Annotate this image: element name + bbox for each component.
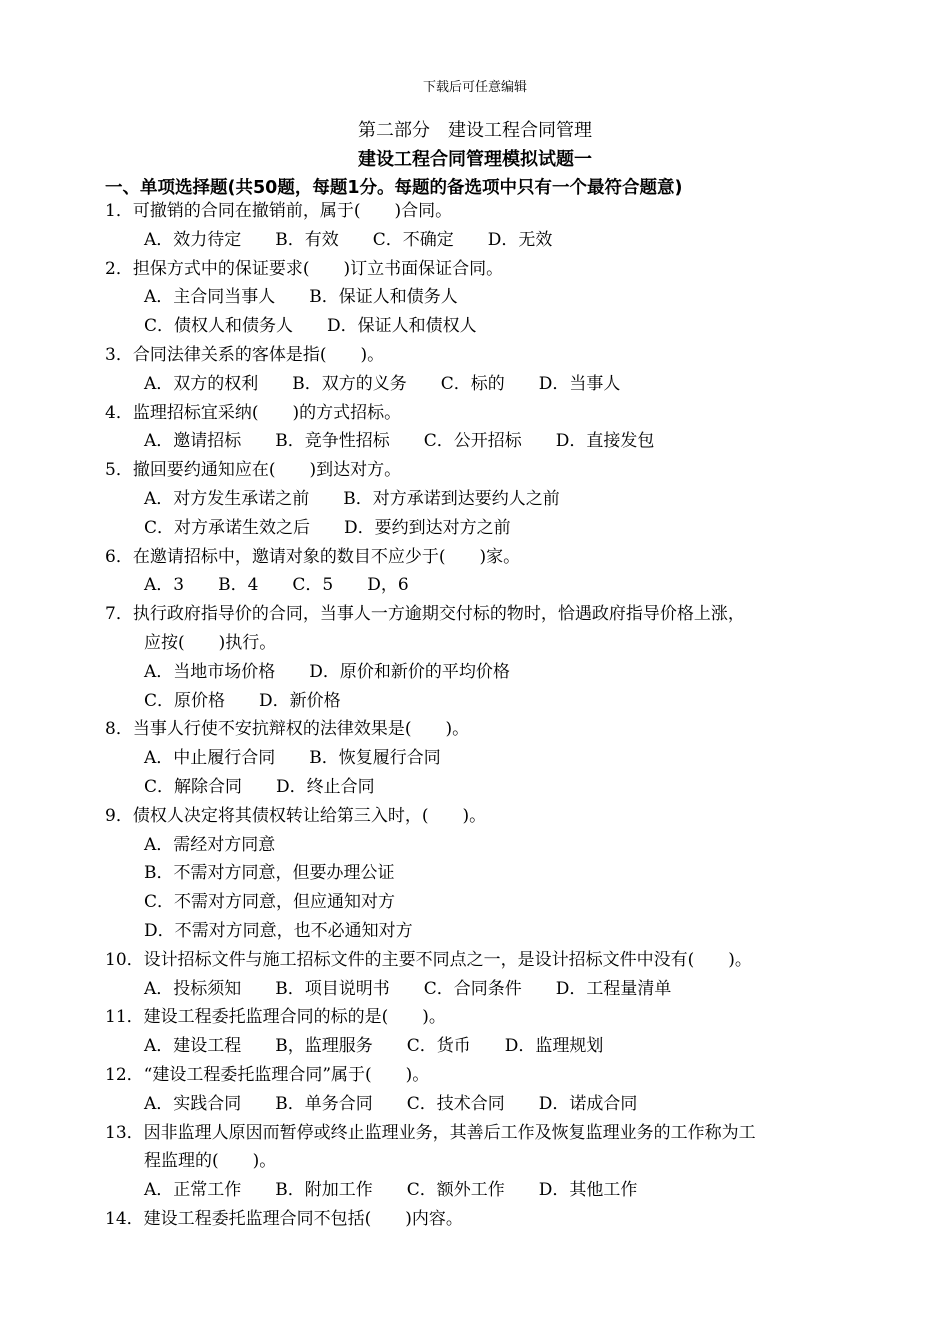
question-line: 7．执行政府指导价的合同，当事人一方逾期交付标的物时，恰遇政府指导价格上涨， (105, 604, 745, 625)
option-line: A．建设工程 B，监理服务 C．货币 D．监理规划 (144, 1036, 604, 1057)
option-line: A．3 B．4 C．5 D，6 (144, 575, 409, 596)
option-line: A．投标须知 B．项目说明书 C．合同条件 D．工程量清单 (144, 978, 672, 999)
option-line: A．当地市场价格 D．原价和新价的平均价格 (144, 661, 510, 682)
header-note: 下载后可任意编辑 (422, 80, 527, 95)
part-title: 第二部分 建设工程合同管理 (358, 120, 592, 141)
question-line: 8．当事人行使不安抗辩权的法律效果是( )。 (105, 719, 470, 740)
option-line: A．对方发生承诺之前 B．对方承诺到达要约人之前 (144, 488, 560, 509)
option-line: C．解除合同 D．终止合同 (144, 776, 375, 797)
option-line: A．效力待定 B．有效 C．不确定 D．无效 (144, 229, 553, 250)
section-heading: 一、单项选择题(共50题，每题1分。每题的备选项中只有一个最符合题意) (105, 178, 683, 198)
question-line: 3．合同法律关系的客体是指( )。 (105, 344, 385, 365)
question-line: 4．监理招标宜采纳( )的方式招标。 (105, 402, 402, 423)
question-continuation: 程监理的( )。 (144, 1151, 277, 1172)
question-line: 5．撤回要约通知应在( )到达对方。 (105, 460, 402, 481)
question-line: 12．“建设工程委托监理合同”属于( )。 (105, 1064, 430, 1085)
question-list (105, 197, 850, 1234)
question-line: 13．因非监理人原因而暂停或终止监理业务，其善后工作及恢复监理业务的工作称为工 (105, 1122, 756, 1143)
question-line: 10．设计招标文件与施工招标文件的主要不同点之一，是设计招标文件中没有( )。 (105, 949, 752, 970)
question-line: 2．担保方式中的保证要求( )订立书面保证合同。 (105, 258, 504, 279)
option-line: D．不需对方同意，也不必通知对方 (144, 920, 413, 941)
question-line: 1．可撤销的合同在撤销前，属于( )合同。 (105, 201, 453, 221)
option-line: A．邀请招标 B．竞争性招标 C．公开招标 D．直接发包 (144, 431, 655, 452)
document-title: 建设工程合同管理模拟试题一 (358, 149, 592, 170)
question-continuation: 应按( )执行。 (144, 632, 277, 653)
option-line: C．对方承诺生效之后 D．要约到达对方之前 (144, 517, 511, 538)
option-line: C．不需对方同意，但应通知对方 (144, 892, 396, 913)
option-line: A．中止履行合同 B．恢复履行合同 (144, 748, 441, 769)
option-line: A．实践合同 B．单务合同 C．技术合同 D．诺成合同 (144, 1093, 638, 1114)
option-line: A．正常工作 B．附加工作 C．额外工作 D．其他工作 (144, 1180, 638, 1201)
option-line: A．主合同当事人 B．保证人和债务人 (144, 287, 458, 308)
option-line: C．债权人和债务人 D．保证人和债权人 (144, 316, 477, 337)
question-line: 9．债权人决定将其债权转让给第三入时，( )。 (105, 805, 487, 826)
question-line: 14．建设工程委托监理合同不包括( )内容。 (105, 1208, 463, 1229)
question-line: 6．在邀请招标中，邀请对象的数目不应少于( )家。 (105, 546, 521, 567)
option-line: B．不需对方同意，但要办理公证 (144, 863, 395, 884)
option-line: A．需经对方同意 (144, 834, 276, 855)
option-line: C．原价格 D．新价格 (144, 690, 341, 711)
question-line: 11．建设工程委托监理合同的标的是( )。 (105, 1007, 446, 1028)
option-line: A．双方的权利 B．双方的义务 C．标的 D．当事人 (144, 373, 621, 394)
